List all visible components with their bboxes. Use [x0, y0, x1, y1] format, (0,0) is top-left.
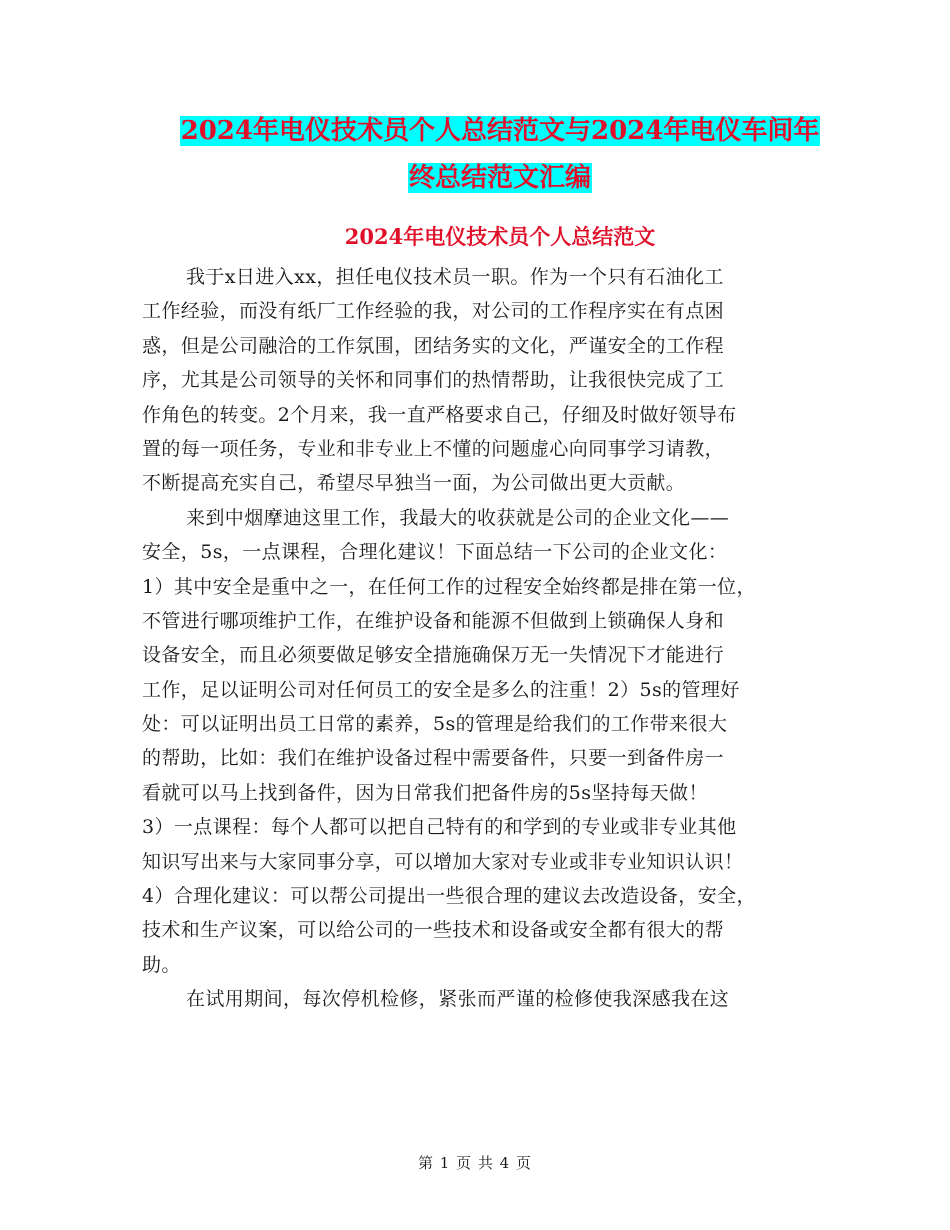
- body-line: 序，尤其是公司领导的关怀和同事们的热情帮助，让我很快完成了工: [142, 369, 725, 392]
- body-line: 置的每一项任务，专业和非专业上不懂的问题虚心向同事学习请教，: [142, 437, 725, 460]
- document-title-line-1: 2024年电仪技术员个人总结范文与2024年电仪车间年: [180, 116, 820, 146]
- body-line: 在试用期间，每次停机检修，紧张而严谨的检修使我深感我在这: [186, 988, 730, 1011]
- body-line: 工作经验，而没有纸厂工作经验的我，对公司的工作程序实在有点困: [142, 300, 725, 323]
- body-line: 处：可以证明出员工日常的素养，5s的管理是给我们的工作带来很大: [142, 713, 728, 736]
- body-line: 技术和生产议案，可以给公司的一些技术和设备或安全都有很大的帮: [142, 919, 725, 942]
- document-title-line-2: 终总结范文汇编: [408, 163, 591, 193]
- body-line: 1）其中安全是重中之一，在任何工作的过程安全始终都是排在第一位，: [142, 575, 756, 598]
- body-line: 安全，5s，一点课程，合理化建议！下面总结一下公司的企业文化：: [142, 541, 728, 564]
- document-title: [140, 108, 860, 202]
- body-line: 4）合理化建议：可以帮公司提出一些很合理的建议去改造设备，安全，: [142, 885, 756, 908]
- body-line: 不管进行哪项维护工作，在维护设备和能源不但做到上锁确保人身和: [142, 609, 725, 632]
- body-line: 的帮助，比如：我们在维护设备过程中需要备件，只要一到备件房一: [142, 747, 725, 770]
- body-text: [142, 260, 822, 1017]
- body-line: 不断提高充实自己，希望尽早独当一面，为公司做出更大贡献。: [142, 472, 686, 495]
- body-line: 3）一点课程：每个人都可以把自己特有的和学到的专业或非专业其他: [142, 816, 737, 839]
- body-line: 我于x日进入xx，担任电仪技术员一职。作为一个只有石油化工: [186, 266, 724, 288]
- section-title: 2024年电仪技术员个人总结范文: [344, 224, 656, 249]
- body-line: 看就可以马上找到备件，因为日常我们把备件房的5s坚持每天做！: [142, 781, 708, 804]
- body-line: 来到中烟摩迪这里工作，我最大的收获就是公司的企业文化——: [186, 506, 730, 529]
- body-line: 设备安全，而且必须要做足够安全措施确保万无一失情况下才能进行: [142, 644, 725, 667]
- body-line: 作角色的转变。2个月来，我一直严格要求自己，仔细及时做好领导布: [142, 403, 737, 426]
- body-line: 工作，足以证明公司对任何员工的安全是多么的注重！2）5s的管理好: [142, 678, 740, 701]
- page-footer: 第 1 页 共 4 页: [418, 1154, 532, 1172]
- body-line: 惑，但是公司融洽的工作氛围，团结务实的文化，严谨安全的工作程: [142, 334, 725, 357]
- body-line: 助。: [142, 953, 181, 976]
- body-line: 知识写出来与大家同事分享，可以增加大家对专业或非专业知识认识！: [142, 850, 744, 873]
